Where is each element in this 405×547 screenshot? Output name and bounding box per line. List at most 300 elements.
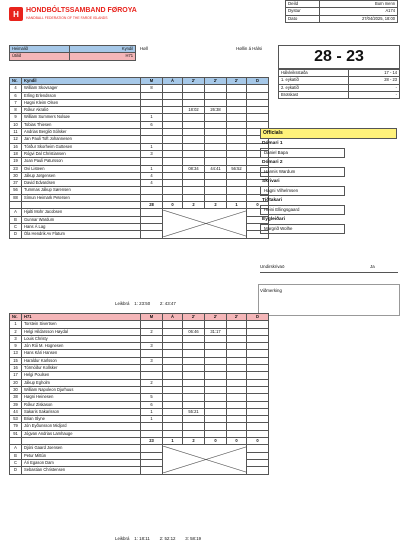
player-suspension: 18:02	[183, 107, 205, 114]
signature-line	[260, 272, 398, 273]
player-suspension	[227, 143, 247, 150]
player-goals	[141, 194, 163, 201]
player-goals: 3	[141, 150, 163, 157]
team-official-row	[10, 445, 269, 452]
player-name: William Summers Nolsøe	[22, 114, 141, 121]
player-suspension	[205, 121, 227, 128]
player-suspension	[205, 416, 227, 423]
player-number: 39	[10, 401, 22, 408]
player-row	[10, 85, 269, 92]
player-goals: 1	[141, 143, 163, 150]
player-disqualification	[247, 423, 269, 430]
col-2min: 2'	[205, 78, 227, 85]
official-name: Óla Hendrik Av Flatum	[22, 231, 141, 238]
player-suspension	[183, 187, 205, 194]
player-suspension	[227, 365, 247, 372]
player-disqualification	[247, 335, 269, 342]
info-value: Burn menn	[320, 1, 398, 8]
player-suspension	[227, 401, 247, 408]
player-warning	[163, 121, 183, 128]
away-players-table	[9, 313, 269, 475]
player-goals	[141, 365, 163, 372]
logo	[8, 6, 24, 22]
signature-value: Ja	[370, 264, 375, 269]
player-warning	[163, 172, 183, 179]
player-suspension	[183, 423, 205, 430]
player-name: Jákup Egholm	[22, 379, 141, 386]
player-name: Torstein Sivertsen	[22, 321, 141, 328]
period-label: Brotskast	[279, 91, 349, 98]
player-number: 6	[10, 92, 22, 99]
player-suspension	[205, 158, 227, 165]
player-warning	[163, 379, 183, 386]
player-number: 13	[10, 350, 22, 357]
player-row	[10, 187, 269, 194]
player-name: Brian Slyne	[22, 416, 141, 423]
player-number: 12	[10, 136, 22, 143]
player-warning	[163, 187, 183, 194]
total-warnings: 0	[163, 202, 183, 209]
official-name: Sebastian Christensen	[22, 467, 141, 474]
info-label: Deild	[286, 1, 320, 8]
player-name: Helgi Poulsen	[22, 372, 141, 379]
player-disqualification	[247, 99, 269, 106]
player-row	[10, 401, 269, 408]
col-nr: Nr.	[10, 78, 22, 85]
player-suspension	[227, 180, 247, 187]
col-2min: 2'	[183, 78, 205, 85]
official-name: Hjalti Mohr Jacobsen	[22, 209, 141, 216]
svg-text:H: H	[13, 10, 19, 19]
player-goals	[141, 158, 163, 165]
player-suspension	[227, 386, 247, 393]
official-role-name: Hannis Wardum	[260, 167, 345, 177]
teams-table	[9, 45, 136, 61]
official-name: Petur Mittún	[22, 452, 141, 459]
player-name: Høgni Kleim Olsen	[22, 99, 141, 106]
player-goals	[141, 129, 163, 136]
player-warning	[163, 335, 183, 342]
player-suspension	[205, 321, 227, 328]
player-warning	[163, 408, 183, 415]
player-goals: 6	[141, 401, 163, 408]
player-number: 18	[10, 150, 22, 157]
info-label: Dystur	[286, 8, 320, 15]
player-warning	[163, 158, 183, 165]
team-title: H71	[22, 314, 141, 321]
player-disqualification	[247, 85, 269, 92]
player-row	[10, 165, 269, 172]
player-name: William Skovsager	[22, 85, 141, 92]
player-number: 53	[10, 416, 22, 423]
player-suspension	[227, 107, 247, 114]
player-warning	[163, 85, 183, 92]
player-suspension	[183, 180, 205, 187]
player-suspension	[183, 172, 205, 179]
official-warning	[141, 209, 163, 216]
player-row	[10, 365, 269, 372]
player-warning	[163, 99, 183, 106]
col-2min: 2'	[227, 78, 247, 85]
player-row	[10, 423, 269, 430]
player-suspension	[183, 85, 205, 92]
player-disqualification	[247, 372, 269, 379]
player-suspension: 31:17	[205, 328, 227, 335]
player-name: Tummas Jákup Sørensen	[22, 187, 141, 194]
player-goals: 8	[141, 85, 163, 92]
official-role-name: Margrið Wolhe	[260, 224, 345, 234]
player-row	[10, 172, 269, 179]
home-label: Heimalið	[10, 46, 70, 53]
total-2min: 0	[205, 438, 227, 445]
player-suspension	[227, 423, 247, 430]
halftime-label: Hálvleiksstøða	[279, 70, 349, 77]
player-goals: 3	[141, 343, 163, 350]
player-name: Erling Erlendsson	[22, 92, 141, 99]
player-suspension	[227, 321, 247, 328]
player-name: Tórður Skorheim Guttesen	[22, 143, 141, 150]
total-2min: 0	[227, 438, 247, 445]
period-value: -	[349, 91, 400, 98]
player-goals: 4	[141, 180, 163, 187]
officials-title: Officials	[260, 128, 397, 139]
col-disq: D	[247, 314, 269, 321]
period-value: -	[349, 84, 400, 91]
player-row	[10, 328, 269, 335]
total-goals: 23	[141, 438, 163, 445]
player-suspension	[227, 99, 247, 106]
player-suspension	[227, 372, 247, 379]
player-suspension	[183, 350, 205, 357]
player-goals	[141, 430, 163, 437]
player-goals: 3	[141, 357, 163, 364]
player-suspension	[205, 408, 227, 415]
official-warning	[141, 216, 163, 223]
official-role-name: Heini Ellingsgaard	[260, 205, 345, 215]
player-warning	[163, 180, 183, 187]
player-row	[10, 394, 269, 401]
player-number: 9	[10, 343, 22, 350]
player-suspension	[205, 143, 227, 150]
player-row	[10, 357, 269, 364]
player-name: Jákup Jørgensen	[22, 172, 141, 179]
player-suspension	[183, 143, 205, 150]
player-suspension	[205, 136, 227, 143]
official-code: A	[10, 445, 22, 452]
official-warning	[141, 459, 163, 466]
player-disqualification	[247, 386, 269, 393]
player-name: Høgni Heinesen	[22, 394, 141, 401]
player-goals	[141, 107, 163, 114]
player-suspension	[227, 150, 247, 157]
player-suspension	[205, 150, 227, 157]
player-row	[10, 121, 269, 128]
official-name: Ári Egason Dam	[22, 459, 141, 466]
player-row	[10, 150, 269, 157]
player-suspension	[183, 401, 205, 408]
total-2min: 2	[205, 202, 227, 209]
player-suspension	[227, 92, 247, 99]
player-suspension	[227, 328, 247, 335]
player-name: Jógvan Andrias Lamhauge	[22, 430, 141, 437]
official-code: B	[10, 216, 22, 223]
total-2min: 2	[183, 202, 205, 209]
home-timeouts: Leikbrá 1: 23:50 2: 43:47	[115, 301, 176, 306]
player-row	[10, 416, 269, 423]
player-suspension	[205, 350, 227, 357]
player-disqualification	[247, 328, 269, 335]
player-goals	[141, 386, 163, 393]
official-warning	[141, 445, 163, 452]
col-disq: D	[247, 78, 269, 85]
player-warning	[163, 114, 183, 121]
player-suspension: 55:21	[183, 408, 205, 415]
col-warning: Á	[163, 314, 183, 321]
player-disqualification	[247, 357, 269, 364]
player-number: 16	[10, 365, 22, 372]
official-warning	[141, 223, 163, 230]
away-label: Útilið	[10, 53, 70, 60]
player-warning	[163, 194, 183, 201]
total-disq: 0	[247, 202, 269, 209]
player-disqualification	[247, 107, 269, 114]
player-number: 16	[10, 143, 22, 150]
player-suspension	[227, 114, 247, 121]
official-code: B	[10, 452, 22, 459]
player-suspension	[205, 114, 227, 121]
player-name: Jan Pauli Toft Johannesen	[22, 136, 141, 143]
official-disq	[247, 467, 269, 474]
player-suspension	[205, 357, 227, 364]
player-suspension	[205, 180, 227, 187]
info-value: 27/04/2025, 18:00	[320, 15, 398, 22]
home-players-table	[9, 77, 269, 239]
player-number: 37	[10, 180, 22, 187]
player-goals: 1	[141, 416, 163, 423]
player-suspension	[227, 408, 247, 415]
player-row	[10, 408, 269, 415]
player-number: 79	[10, 423, 22, 430]
player-warning	[163, 430, 183, 437]
player-name: Rógvi Dal Christiansen	[22, 150, 141, 157]
player-suspension	[205, 365, 227, 372]
player-row	[10, 136, 269, 143]
official-name: Gunnar Wardum	[22, 216, 141, 223]
spacer	[10, 438, 22, 445]
official-warning	[141, 231, 163, 238]
player-suspension	[227, 85, 247, 92]
player-row	[10, 92, 269, 99]
player-suspension	[183, 321, 205, 328]
player-suspension	[227, 187, 247, 194]
player-warning	[163, 423, 183, 430]
player-goals	[141, 350, 163, 357]
officials-panel	[260, 128, 397, 234]
player-row	[10, 180, 269, 187]
player-number: 17	[10, 372, 22, 379]
spacer	[22, 202, 141, 209]
official-code: C	[10, 223, 22, 230]
player-suspension	[205, 401, 227, 408]
player-suspension	[227, 335, 247, 342]
col-warning: Á	[163, 78, 183, 85]
player-suspension	[227, 129, 247, 136]
player-suspension: 26:38	[205, 107, 227, 114]
player-disqualification	[247, 92, 269, 99]
player-number: 10	[10, 121, 22, 128]
player-warning	[163, 321, 183, 328]
player-row	[10, 372, 269, 379]
player-row	[10, 379, 269, 386]
player-goals: 4	[141, 172, 163, 179]
player-name: Tobias Thiesen	[22, 121, 141, 128]
player-row	[10, 430, 269, 437]
player-disqualification	[247, 321, 269, 328]
player-goals: 2	[141, 328, 163, 335]
player-suspension	[227, 379, 247, 386]
header-info-table	[285, 0, 398, 23]
player-goals: 6	[141, 121, 163, 128]
player-suspension	[205, 85, 227, 92]
player-suspension	[183, 416, 205, 423]
player-suspension	[183, 386, 205, 393]
player-disqualification	[247, 343, 269, 350]
player-number: 30	[10, 172, 22, 179]
player-row	[10, 335, 269, 342]
player-row	[10, 99, 269, 106]
player-name: Joan Pauli Patursson	[22, 158, 141, 165]
player-goals	[141, 99, 163, 106]
period-value: 28 - 23	[349, 77, 400, 84]
player-suspension	[227, 430, 247, 437]
player-suspension	[183, 335, 205, 342]
player-row	[10, 114, 269, 121]
player-suspension	[183, 194, 205, 201]
player-suspension	[205, 172, 227, 179]
official-warning	[141, 467, 163, 474]
player-suspension	[183, 114, 205, 121]
player-suspension	[227, 343, 247, 350]
org-subtitle: HANDBALL FEDERATION OF THE FAROE ISLANDS	[26, 16, 108, 20]
player-suspension	[183, 121, 205, 128]
final-score: 28 - 23	[278, 45, 400, 69]
player-number: 7	[10, 99, 22, 106]
info-value: A174	[320, 8, 398, 15]
spacer	[22, 438, 141, 445]
player-goals	[141, 92, 163, 99]
player-disqualification	[247, 401, 269, 408]
player-suspension	[227, 394, 247, 401]
player-name: Rókur Akraliō	[22, 107, 141, 114]
player-row	[10, 350, 269, 357]
player-goals: 1	[141, 114, 163, 121]
player-disqualification	[247, 430, 269, 437]
col-nr: Nr.	[10, 314, 22, 321]
player-name: Sakaris Sakarisson	[22, 408, 141, 415]
player-number: 19	[10, 158, 22, 165]
total-2min: 2	[183, 438, 205, 445]
player-row	[10, 386, 269, 393]
total-2min: 1	[227, 202, 247, 209]
player-number: 8	[10, 107, 22, 114]
player-warning	[163, 416, 183, 423]
period-label: 2. eykatíð	[279, 84, 349, 91]
player-row	[10, 129, 269, 136]
player-warning	[163, 92, 183, 99]
info-label: Dato	[286, 15, 320, 22]
player-suspension	[205, 99, 227, 106]
player-number: 38	[10, 394, 22, 401]
crossed-area	[163, 209, 247, 238]
away-team: H71	[70, 53, 136, 60]
player-name: Tórmóður Kollsker	[22, 365, 141, 372]
player-row	[10, 143, 269, 150]
player-suspension	[227, 172, 247, 179]
official-disq	[247, 445, 269, 452]
player-suspension	[183, 379, 205, 386]
col-2min: 2'	[183, 314, 205, 321]
player-suspension	[227, 416, 247, 423]
player-number: 2	[10, 328, 22, 335]
player-number: 11	[10, 129, 22, 136]
player-suspension	[227, 357, 247, 364]
player-goals	[141, 335, 163, 342]
player-warning	[163, 372, 183, 379]
player-row	[10, 321, 269, 328]
home-team: Kyndil	[70, 46, 136, 53]
col-2min: 2'	[227, 314, 247, 321]
player-suspension	[227, 350, 247, 357]
official-warning	[141, 452, 163, 459]
player-suspension	[205, 394, 227, 401]
player-suspension	[183, 150, 205, 157]
official-role-name: Daniel Bapa	[260, 148, 345, 158]
player-suspension: 44:41	[205, 165, 227, 172]
player-goals	[141, 136, 163, 143]
player-suspension: 06:46	[183, 328, 205, 335]
player-suspension	[183, 357, 205, 364]
official-role-label: Skrivari	[262, 179, 280, 184]
player-warning	[163, 107, 183, 114]
player-suspension	[183, 92, 205, 99]
player-name: Símun Heimark Petersen	[22, 194, 141, 201]
player-suspension	[227, 158, 247, 165]
player-goals: 2	[141, 379, 163, 386]
player-disqualification	[247, 350, 269, 357]
player-disqualification	[247, 394, 269, 401]
halftime-value: 17 - 14	[349, 70, 400, 77]
away-timeouts: Leikbrá 1: 18:11 2: 52:12 3: 58:19	[115, 536, 202, 541]
player-suspension	[205, 430, 227, 437]
player-row	[10, 158, 269, 165]
total-disq: 0	[247, 438, 269, 445]
period-label: 1. eykatíð	[279, 77, 349, 84]
player-name: Hans Kári Hansen	[22, 350, 141, 357]
player-goals	[141, 321, 163, 328]
player-warning	[163, 365, 183, 372]
player-name: Ovi Listeen	[22, 165, 141, 172]
player-suspension	[227, 121, 247, 128]
col-goals: M	[141, 314, 163, 321]
player-goals	[141, 372, 163, 379]
official-name: Hans Á Lag	[22, 223, 141, 230]
player-warning	[163, 401, 183, 408]
player-warning	[163, 129, 183, 136]
official-role-label: Tíðtakari	[262, 198, 282, 203]
player-warning	[163, 150, 183, 157]
player-suspension	[205, 129, 227, 136]
player-goals	[141, 423, 163, 430]
